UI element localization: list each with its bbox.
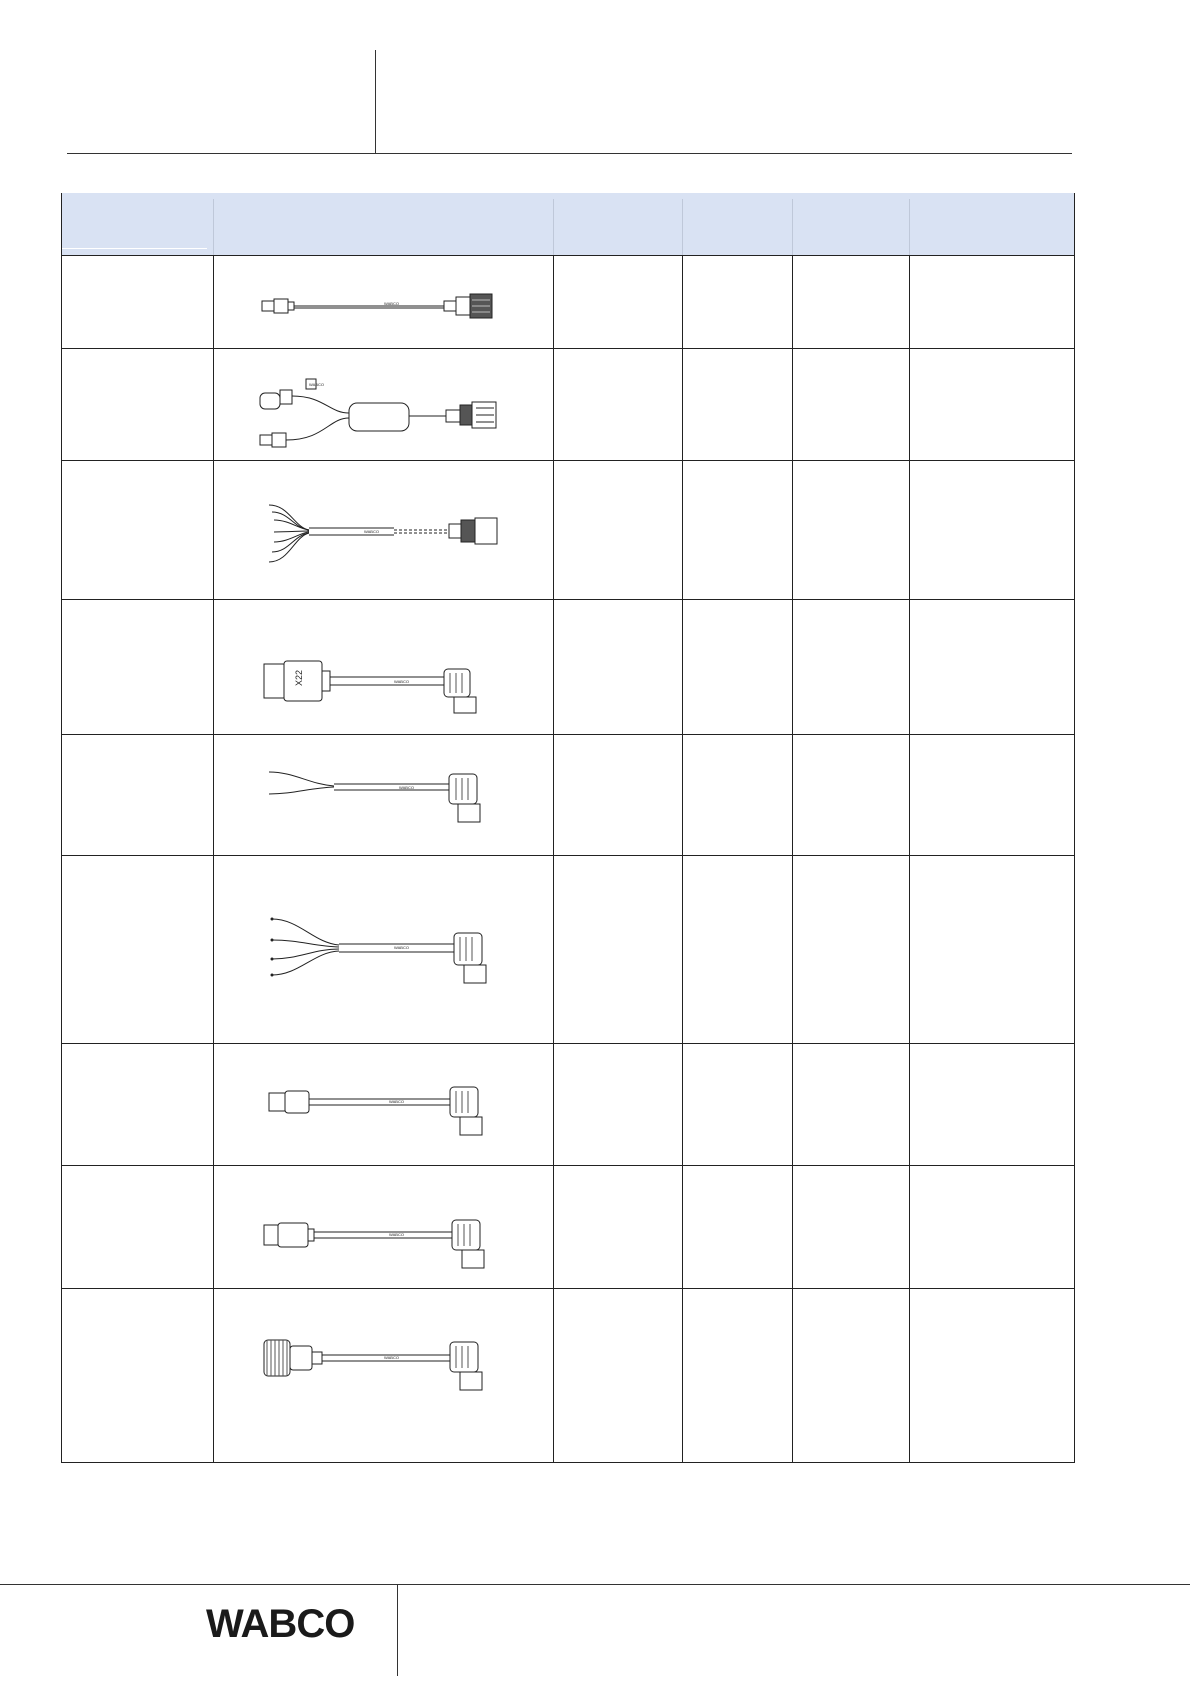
brand-mark: WABCO	[384, 301, 399, 306]
brand-mark: WABCO	[384, 1355, 399, 1360]
cable-y-split-icon	[214, 348, 553, 460]
cable-four-wire-angled-icon	[214, 855, 553, 1043]
header-col-divider	[553, 199, 554, 255]
header-divider	[375, 50, 376, 154]
col-divider	[553, 255, 554, 1463]
brand-mark: WABCO	[399, 785, 414, 790]
table-border-left	[61, 193, 62, 1463]
table-row	[214, 460, 553, 599]
cable-two-wire-angled-icon	[214, 734, 553, 855]
col-divider	[909, 255, 910, 1463]
footer-rule	[0, 1584, 1190, 1585]
brand-mark: WABCO	[394, 945, 409, 950]
logo-text: WABCO	[206, 1602, 355, 1645]
table-row	[214, 1043, 553, 1165]
table-row	[214, 348, 553, 460]
header-col-divider	[682, 199, 683, 255]
cable-table	[61, 193, 1075, 1463]
header-col-divider	[213, 199, 214, 255]
table-row	[214, 1288, 553, 1462]
x22-label: X22	[294, 669, 304, 686]
table-border-right	[1074, 193, 1075, 1463]
header-underline	[62, 248, 207, 249]
brand-mark: WABCO	[389, 1099, 404, 1104]
brand-mark: WABCO	[364, 529, 379, 534]
cable-straight-connector-icon	[214, 255, 553, 348]
col-divider	[682, 255, 683, 1463]
cable-x22-angled-icon	[214, 599, 553, 734]
cable-bayonet-angled-icon	[214, 1288, 553, 1462]
brand-mark: WABCO	[394, 679, 409, 684]
cable-long-plug-angled-icon	[214, 1165, 553, 1288]
header-col-divider	[909, 199, 910, 255]
header-rule	[67, 153, 1072, 154]
table-row	[214, 255, 553, 348]
cable-open-wires-icon	[214, 460, 553, 599]
brand-mark: WABCO	[389, 1232, 404, 1237]
table-row	[214, 855, 553, 1043]
footer-divider	[397, 1584, 398, 1676]
wabco-logo	[204, 1601, 384, 1645]
header-col-divider	[792, 199, 793, 255]
table-row	[214, 599, 553, 734]
cable-round-plug-angled-icon	[214, 1043, 553, 1165]
brand-mark: WABCO	[309, 382, 324, 387]
table-row	[214, 734, 553, 855]
col-divider	[792, 255, 793, 1463]
row-divider	[61, 1462, 1075, 1463]
table-header	[61, 193, 1075, 255]
table-row	[214, 1165, 553, 1288]
